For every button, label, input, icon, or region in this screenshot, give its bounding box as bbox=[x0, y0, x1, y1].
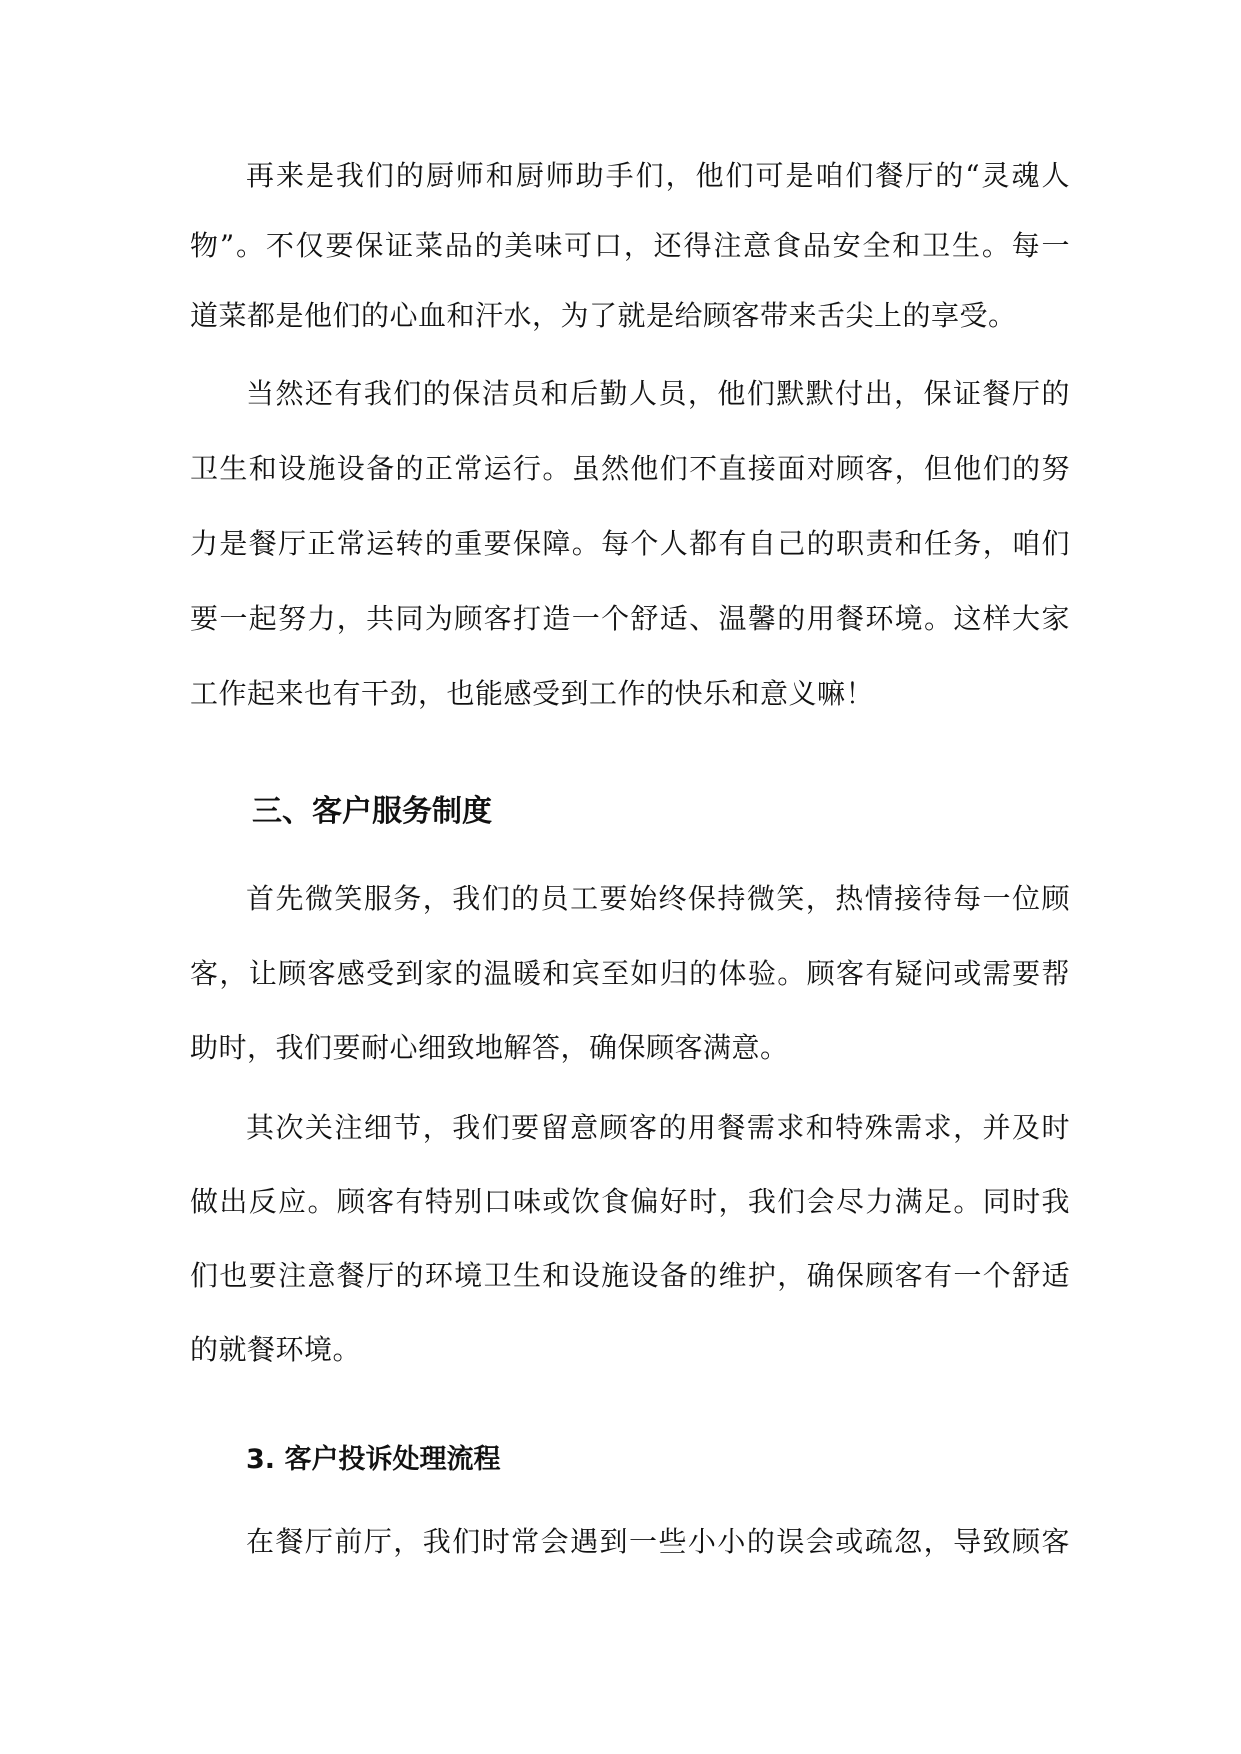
paragraph-line: 客，让顾客感受到家的温暖和宾至如归的体验。顾客有疑问或需要帮 bbox=[190, 957, 1070, 990]
paragraph-line: 再来是我们的厨师和厨师助手们，他们可是咱们餐厅的“灵魂人 bbox=[246, 159, 1070, 192]
paragraph-line: 助时，我们要耐心细致地解答，确保顾客满意。 bbox=[190, 1031, 789, 1064]
paragraph-line: 道菜都是他们的心血和汗水，为了就是给顾客带来舌尖上的享受。 bbox=[190, 299, 1017, 332]
paragraph-line: 其次关注细节，我们要留意顾客的用餐需求和特殊需求，并及时 bbox=[246, 1111, 1070, 1144]
paragraph-line: 物”。不仅要保证菜品的美味可口，还得注意食品安全和卫生。每一 bbox=[190, 229, 1070, 262]
paragraph-line: 卫生和设施设备的正常运行。虽然他们不直接面对顾客，但他们的努 bbox=[190, 452, 1070, 485]
paragraph-line: 工作起来也有干劲，也能感受到工作的快乐和意义嘛！ bbox=[190, 677, 875, 710]
paragraph-line: 做出反应。顾客有特别口味或饮食偏好时，我们会尽力满足。同时我 bbox=[190, 1185, 1070, 1218]
subsection-heading: 3. 客户投诉处理流程 bbox=[246, 1444, 501, 1475]
paragraph-line: 的就餐环境。 bbox=[190, 1333, 362, 1366]
paragraph-line: 在餐厅前厅，我们时常会遇到一些小小的误会或疏忽，导致顾客 bbox=[246, 1525, 1070, 1558]
paragraph-line: 们也要注意餐厅的环境卫生和设施设备的维护，确保顾客有一个舒适 bbox=[190, 1259, 1070, 1292]
paragraph-line: 首先微笑服务，我们的员工要始终保持微笑，热情接待每一位顾 bbox=[246, 882, 1070, 915]
paragraph-line: 力是餐厅正常运转的重要保障。每个人都有自己的职责和任务，咱们 bbox=[190, 527, 1070, 560]
paragraph-line: 要一起努力，共同为顾客打造一个舒适、温馨的用餐环境。这样大家 bbox=[190, 602, 1070, 635]
paragraph-line: 当然还有我们的保洁员和后勤人员，他们默默付出，保证餐厅的 bbox=[246, 377, 1070, 410]
section-heading: 三、客户服务制度 bbox=[252, 794, 492, 829]
